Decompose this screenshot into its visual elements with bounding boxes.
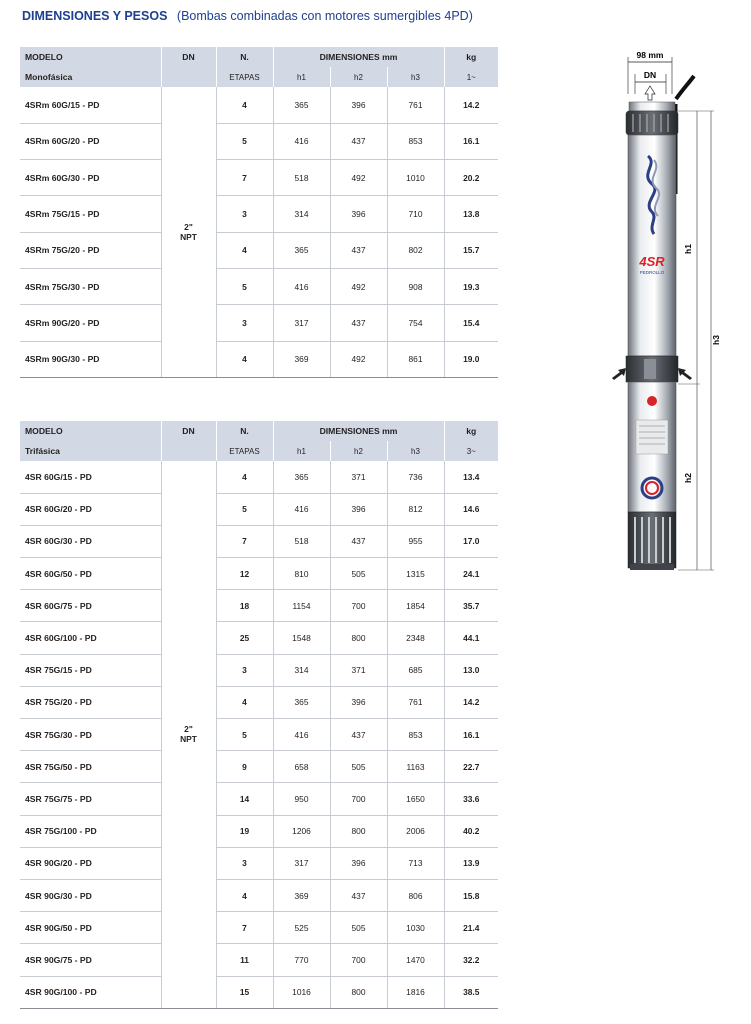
- table-row: [20, 944, 498, 976]
- power-cable: [676, 76, 694, 99]
- h3-cell: 1470: [387, 944, 444, 976]
- h3-cell: 754: [387, 305, 444, 341]
- stages-cell: 7: [216, 912, 273, 944]
- stages-cell: 9: [216, 751, 273, 783]
- model-cell: 4SR 60G/15 - PD: [20, 461, 161, 493]
- model-cell: 4SR 75G/30 - PD: [20, 719, 161, 751]
- brand-sub: PEDROLLO: [639, 270, 665, 275]
- kg-cell: 24.1: [444, 558, 498, 590]
- kg-cell: 40.2: [444, 815, 498, 847]
- header-h2: h2: [330, 67, 387, 87]
- kg-cell: 16.1: [444, 719, 498, 751]
- kg-cell: 13.9: [444, 847, 498, 879]
- h1-cell: 317: [273, 305, 330, 341]
- model-cell: 4SR 90G/20 - PD: [20, 847, 161, 879]
- table-row: [20, 751, 498, 783]
- h1-cell: 416: [273, 123, 330, 159]
- h3-cell: 1010: [387, 160, 444, 196]
- stages-cell: 4: [216, 232, 273, 268]
- h2-cell: 437: [330, 305, 387, 341]
- kg-cell: 44.1: [444, 622, 498, 654]
- h1-cell: 365: [273, 461, 330, 493]
- h1-cell: 365: [273, 686, 330, 718]
- h3-cell: 1315: [387, 558, 444, 590]
- model-cell: 4SRm 90G/20 - PD: [20, 305, 161, 341]
- h2-cell: 800: [330, 976, 387, 1008]
- kg-cell: 19.3: [444, 268, 498, 304]
- stages-cell: 4: [216, 87, 273, 123]
- kg-cell: 32.2: [444, 944, 498, 976]
- header-unit: 1~: [444, 67, 498, 87]
- h3-label: h3: [711, 335, 721, 345]
- kg-cell: 22.7: [444, 751, 498, 783]
- threephase-table: [20, 421, 498, 1009]
- h2-cell: 437: [330, 123, 387, 159]
- h3-cell: 1854: [387, 590, 444, 622]
- table-row: [20, 525, 498, 557]
- header-dn: DN: [161, 421, 216, 441]
- stages-cell: 4: [216, 879, 273, 911]
- stages-cell: 18: [216, 590, 273, 622]
- h2-cell: 437: [330, 719, 387, 751]
- table-row: [20, 493, 498, 525]
- dn-cell: 2" NPT: [161, 461, 216, 1008]
- header-unit: 3~: [444, 441, 498, 461]
- pump-diagram: [588, 44, 738, 584]
- stages-cell: 5: [216, 719, 273, 751]
- model-cell: 4SR 90G/75 - PD: [20, 944, 161, 976]
- model-cell: 4SR 60G/75 - PD: [20, 590, 161, 622]
- model-cell: 4SR 75G/15 - PD: [20, 654, 161, 686]
- h1-cell: 810: [273, 558, 330, 590]
- h2-cell: 492: [330, 268, 387, 304]
- header-dn-blank: [161, 67, 216, 87]
- table-row: [20, 847, 498, 879]
- kg-cell: 15.4: [444, 305, 498, 341]
- header-phase: Trifásica: [20, 441, 161, 461]
- model-cell: 4SR 90G/100 - PD: [20, 976, 161, 1008]
- title-main: DIMENSIONES Y PESOS: [22, 9, 168, 23]
- motor-base: [628, 512, 676, 570]
- header-h2: h2: [330, 441, 387, 461]
- h3-cell: 861: [387, 341, 444, 377]
- stages-cell: 5: [216, 268, 273, 304]
- table-row: [20, 268, 498, 304]
- h3-cell: 1163: [387, 751, 444, 783]
- h2-cell: 492: [330, 341, 387, 377]
- stages-cell: 12: [216, 558, 273, 590]
- motor-body: [628, 382, 676, 512]
- h1-cell: 416: [273, 719, 330, 751]
- kg-cell: 20.2: [444, 160, 498, 196]
- dn-cell: 2" NPT: [161, 87, 216, 377]
- kg-cell: 13.4: [444, 461, 498, 493]
- h1-cell: 314: [273, 196, 330, 232]
- h2-cell: 800: [330, 622, 387, 654]
- table-row: [20, 686, 498, 718]
- kg-cell: 35.7: [444, 590, 498, 622]
- model-cell: 4SRm 75G/20 - PD: [20, 232, 161, 268]
- model-cell: 4SRm 75G/15 - PD: [20, 196, 161, 232]
- table-row: [20, 305, 498, 341]
- header-h3: h3: [387, 67, 444, 87]
- model-cell: 4SR 75G/100 - PD: [20, 815, 161, 847]
- h3-cell: 955: [387, 525, 444, 557]
- header-dn-blank: [161, 441, 216, 461]
- stages-cell: 7: [216, 160, 273, 196]
- h2-cell: 371: [330, 461, 387, 493]
- table-row: [20, 590, 498, 622]
- h3-cell: 1030: [387, 912, 444, 944]
- h3-cell: 1816: [387, 976, 444, 1008]
- h3-cell: 853: [387, 719, 444, 751]
- kg-cell: 38.5: [444, 976, 498, 1008]
- model-cell: 4SRm 90G/30 - PD: [20, 341, 161, 377]
- h3-cell: 908: [387, 268, 444, 304]
- h2-cell: 396: [330, 686, 387, 718]
- h1-cell: 1016: [273, 976, 330, 1008]
- stages-cell: 14: [216, 783, 273, 815]
- model-cell: 4SRm 60G/20 - PD: [20, 123, 161, 159]
- h3-cell: 713: [387, 847, 444, 879]
- model-cell: 4SR 60G/100 - PD: [20, 622, 161, 654]
- table-row: [20, 815, 498, 847]
- header-phase: Monofásica: [20, 67, 161, 87]
- table-row: [20, 976, 498, 1008]
- h1-cell: 317: [273, 847, 330, 879]
- stages-cell: 3: [216, 654, 273, 686]
- h1-cell: 518: [273, 525, 330, 557]
- title-subtitle: (Bombas combinadas con motores sumergibles 4PD): [176, 9, 473, 23]
- h1-cell: 658: [273, 751, 330, 783]
- kg-cell: 14.6: [444, 493, 498, 525]
- suction-screen: [626, 356, 678, 382]
- table-row: [20, 196, 498, 232]
- model-cell: 4SR 75G/50 - PD: [20, 751, 161, 783]
- h3-cell: 1650: [387, 783, 444, 815]
- width-label: 98 mm: [636, 50, 664, 60]
- stages-cell: 7: [216, 525, 273, 557]
- h2-cell: 505: [330, 912, 387, 944]
- stages-cell: 11: [216, 944, 273, 976]
- h1-cell: 416: [273, 268, 330, 304]
- h2-cell: 396: [330, 847, 387, 879]
- kg-cell: 15.8: [444, 879, 498, 911]
- h3-cell: 802: [387, 232, 444, 268]
- stages-cell: 25: [216, 622, 273, 654]
- model-cell: 4SRm 75G/30 - PD: [20, 268, 161, 304]
- table-row: [20, 461, 498, 493]
- h2-cell: 492: [330, 160, 387, 196]
- stages-cell: 5: [216, 493, 273, 525]
- h1-cell: 365: [273, 87, 330, 123]
- table-row: [20, 719, 498, 751]
- table-row: [20, 558, 498, 590]
- h2-cell: 800: [330, 815, 387, 847]
- height-dimensions: [678, 111, 721, 570]
- header-h3: h3: [387, 441, 444, 461]
- h1-cell: 770: [273, 944, 330, 976]
- table-row: [20, 160, 498, 196]
- header-dimensions: DIMENSIONES mm: [273, 421, 444, 441]
- header-model: MODELO: [20, 47, 161, 67]
- h3-cell: 761: [387, 686, 444, 718]
- table-row: [20, 879, 498, 911]
- header-n: N.: [216, 47, 273, 67]
- h3-cell: 812: [387, 493, 444, 525]
- h1-label: h1: [683, 244, 693, 254]
- page-title: [22, 9, 473, 23]
- table-row: [20, 123, 498, 159]
- h3-cell: 736: [387, 461, 444, 493]
- motor-plate: [636, 420, 668, 454]
- pump-outlet-arrow: [645, 86, 655, 100]
- header-h1: h1: [273, 67, 330, 87]
- h2-cell: 505: [330, 558, 387, 590]
- kg-cell: 19.0: [444, 341, 498, 377]
- h2-cell: 700: [330, 944, 387, 976]
- motor-logo-icon: [647, 396, 657, 406]
- h1-cell: 416: [273, 493, 330, 525]
- dn-label: DN: [643, 70, 657, 80]
- h1-cell: 369: [273, 879, 330, 911]
- table-row: [20, 232, 498, 268]
- h3-cell: 853: [387, 123, 444, 159]
- h2-cell: 505: [330, 751, 387, 783]
- kg-cell: 13.8: [444, 196, 498, 232]
- stages-cell: 3: [216, 196, 273, 232]
- h2-cell: 700: [330, 783, 387, 815]
- stages-cell: 19: [216, 815, 273, 847]
- table-row: [20, 622, 498, 654]
- h2-cell: 371: [330, 654, 387, 686]
- h2-cell: 700: [330, 590, 387, 622]
- h1-cell: 1206: [273, 815, 330, 847]
- h3-cell: 710: [387, 196, 444, 232]
- h2-cell: 437: [330, 232, 387, 268]
- header-model: MODELO: [20, 421, 161, 441]
- kg-cell: 17.0: [444, 525, 498, 557]
- stages-cell: 3: [216, 305, 273, 341]
- h3-cell: 806: [387, 879, 444, 911]
- model-cell: 4SR 90G/50 - PD: [20, 912, 161, 944]
- kg-cell: 15.7: [444, 232, 498, 268]
- pump-body: [628, 135, 676, 356]
- h1-cell: 314: [273, 654, 330, 686]
- header-etapas: ETAPAS: [216, 67, 273, 87]
- stages-cell: 5: [216, 123, 273, 159]
- h1-cell: 369: [273, 341, 330, 377]
- table-row: [20, 783, 498, 815]
- brand-logo: 4SR: [639, 254, 665, 269]
- model-cell: 4SR 75G/75 - PD: [20, 783, 161, 815]
- h2-cell: 396: [330, 87, 387, 123]
- kg-cell: 33.6: [444, 783, 498, 815]
- table-row: [20, 87, 498, 123]
- pump-head: [626, 102, 678, 135]
- table-row: [20, 341, 498, 377]
- stages-cell: 4: [216, 686, 273, 718]
- h1-cell: 518: [273, 160, 330, 196]
- model-cell: 4SR 60G/20 - PD: [20, 493, 161, 525]
- stages-cell: 4: [216, 341, 273, 377]
- table-row: [20, 654, 498, 686]
- model-cell: 4SR 75G/20 - PD: [20, 686, 161, 718]
- stages-cell: 3: [216, 847, 273, 879]
- stages-cell: 4: [216, 461, 273, 493]
- model-cell: 4SRm 60G/15 - PD: [20, 87, 161, 123]
- h2-cell: 396: [330, 493, 387, 525]
- kg-cell: 14.2: [444, 686, 498, 718]
- header-h1: h1: [273, 441, 330, 461]
- model-cell: 4SRm 60G/30 - PD: [20, 160, 161, 196]
- h1-cell: 365: [273, 232, 330, 268]
- h1-cell: 525: [273, 912, 330, 944]
- model-cell: 4SR 90G/30 - PD: [20, 879, 161, 911]
- header-dn: DN: [161, 47, 216, 67]
- header-dimensions: DIMENSIONES mm: [273, 47, 444, 67]
- h3-cell: 761: [387, 87, 444, 123]
- stages-cell: 15: [216, 976, 273, 1008]
- model-cell: 4SR 60G/30 - PD: [20, 525, 161, 557]
- h1-cell: 1154: [273, 590, 330, 622]
- h1-cell: 950: [273, 783, 330, 815]
- h3-cell: 2006: [387, 815, 444, 847]
- h2-cell: 437: [330, 879, 387, 911]
- h3-cell: 685: [387, 654, 444, 686]
- kg-cell: 13.0: [444, 654, 498, 686]
- monophase-table: [20, 47, 498, 378]
- kg-cell: 14.2: [444, 87, 498, 123]
- table-row: [20, 912, 498, 944]
- model-cell: 4SR 60G/50 - PD: [20, 558, 161, 590]
- header-etapas: ETAPAS: [216, 441, 273, 461]
- header-kg: kg: [444, 47, 498, 67]
- h2-cell: 396: [330, 196, 387, 232]
- header-n: N.: [216, 421, 273, 441]
- kg-cell: 21.4: [444, 912, 498, 944]
- h2-cell: 437: [330, 525, 387, 557]
- header-kg: kg: [444, 421, 498, 441]
- h1-cell: 1548: [273, 622, 330, 654]
- kg-cell: 16.1: [444, 123, 498, 159]
- h3-cell: 2348: [387, 622, 444, 654]
- h2-label: h2: [683, 473, 693, 483]
